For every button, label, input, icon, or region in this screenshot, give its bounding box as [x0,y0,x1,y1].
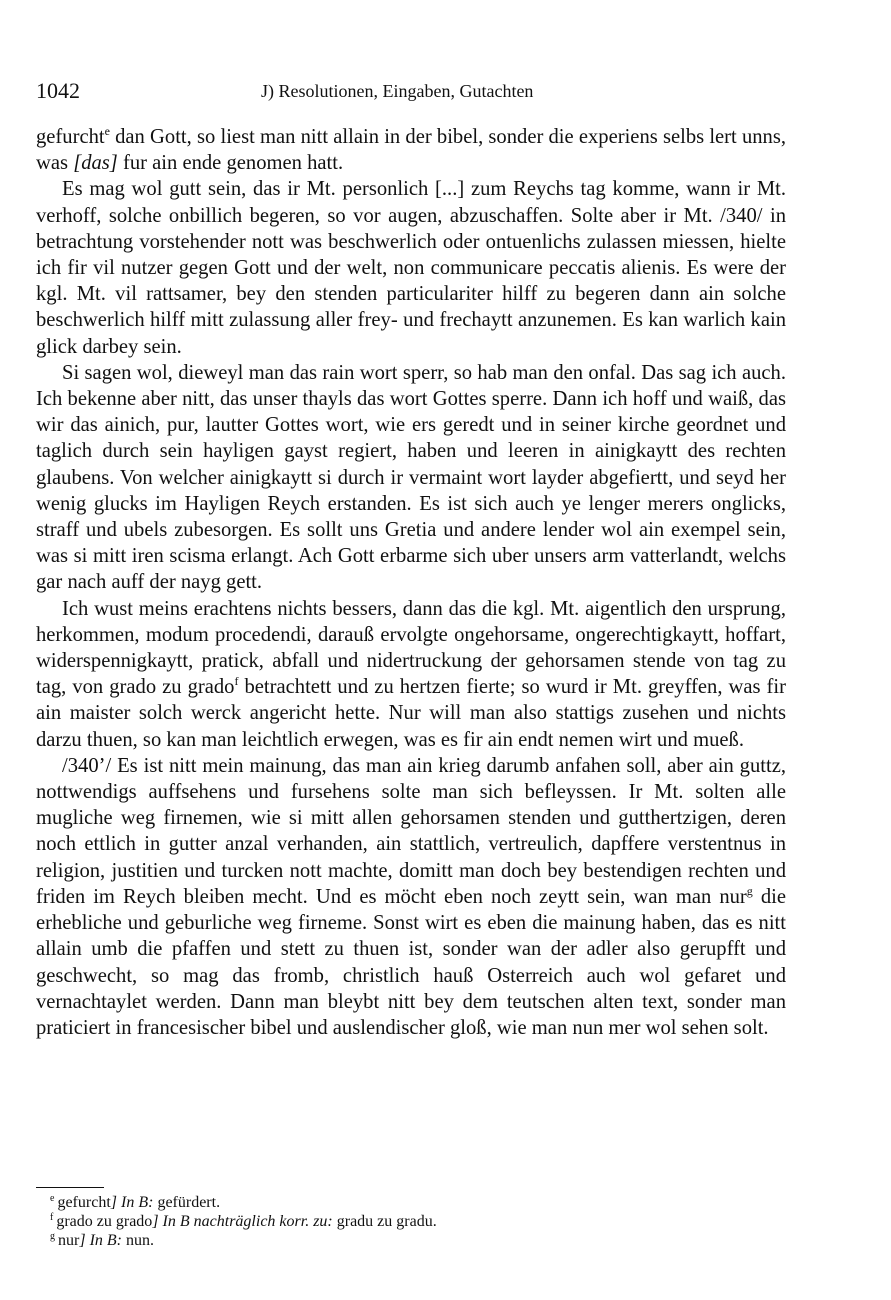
footnote-lemma-end: ] [152,1213,159,1230]
page-number: 1042 [36,78,80,103]
running-head: J) Resolutionen, Eingaben, Gutachten [261,81,534,101]
editorial-insertion: [das] [73,152,118,175]
footnote-lemma-end: ] [110,1194,117,1211]
footnote-f [50,1212,786,1231]
footnote-mark: f [50,1211,54,1223]
footnote-lemma: nur [58,1232,80,1249]
footnote-label: In B nachträglich korr. zu: [162,1213,333,1230]
paragraph-4-text-a: Ich wust meins erachtens nichts bessers, dann das die kgl. Mt. aigentlich den ursprung, herkommen, modum procedendi, darauß ervolgte ongehorsame, ongerechtigkaytt, hoffart, widerspennigkaytt, pratick, abfall und nidertruckung der gehorsamen stende von tag zu tag, von grado zu grado [36,597,786,699]
footnote-lemma-end: ] [79,1232,86,1249]
footnote-label: In B: [89,1232,122,1249]
paragraph-4-text-b: betrachtett und zu hertzen fierte; so wurd ir Mt. greyffen, was fir ain maister solch werck angericht hette. Nur will man also stattigs zusehen und nichts darzu thuen, so kan man leichtlich erwegen, was es fir ain endt nemen wirt und mueß. [36,676,786,751]
footnote-lemma: gefurcht [57,1194,111,1211]
paragraph-5 [36,753,786,1041]
paragraph-1-text-b: dan Gott, so liest man nitt allain in der bibel, sonder die experiens selbs lert unns, was [36,126,786,175]
body-text [36,124,786,1041]
paragraph-3: Si sagen wol, dieweyl man das rain wort sperr, so hab man den onfal. Das sag ich auch. Ich bekenne aber nitt, das unser thayls das wort Gottes sperre. Dann ich hoff und waiß, das wir das ainich, pur, lautter Gottes wort, wie ers geredt und in seiner kirche geordnet und taglich durch sein hayligen gayst regiert, haben und leeren in ainigkaytt des rechten glaubens. Von welcher ainigkaytt si durch ir vermaint wort layder abgefiertt, und seyd her wenig glucks im Hayligen Reych erstanden. Es ist sich auch ye lenger merers onglicks, straff und ubels zubesorgen. Es sollt uns Gretia und andere lender wol ain exempel sein, was si mitt iren scisma erlangt. Ach Gott erbarme sich uber unsers arm vatterlandt, welchs gar nach auff der nayg gett. [36,361,786,594]
paragraph-5-text-b: die erhebliche und geburliche weg firneme. Sonst wirt es eben die mainung haben, das es nitt allain umb die pfaffen und stett zu thuen ist, sonder wan der adler also gerupfft und geschwecht, so mag das fromb, christlich hauß Osterreich auch wol gefaret und vernachtaylet werden. Dann man bleybt nitt bey dem teutschen alten text, sonder man praticiert in francesischer bibel und auslendischer gloß, wie man nun mer wol sehen solt. [36,885,787,1039]
footnote-g [50,1231,786,1250]
paragraph-4 [36,596,786,753]
footnote-ref-g: g [746,884,753,899]
paragraph-1-text-c: fur ain ende genomen hatt. [117,152,344,175]
paragraph-5-text-a: /340’/ Es ist nitt mein mainung, das man ain krieg darumb anfahen soll, aber ain guttz, nottwendigs auffsehens und fursehens solte man sich befleyssen. Ir Mt. solten alle mugliche weg firnemen, wie si mitt allen gehorsamen stenden und gutthertzigen, deren noch ettlich in gutter anzal verhanden, ain stattlich, vertreulich, dapffere verstentnus in religion, justitien und turcken nott machte, domitt man doch bey bestendigen rechten und friden im Reych bleiben mecht. Und es möcht eben noch zeytt sein, wan man nur [36,754,786,908]
page-header [36,78,786,108]
footnote-label: In B: [121,1194,154,1211]
footnote-ref-e: e [104,124,110,139]
footnote-rule [36,1187,104,1188]
footnote-text: gradu zu gradu. [332,1213,437,1230]
footnote-lemma: grado zu grado [56,1213,153,1230]
footnote-mark: e [50,1192,55,1204]
footnote-text: nun. [122,1232,154,1249]
paragraph-1 [36,124,786,176]
footnote-e [50,1193,786,1212]
footnote-mark: g [50,1230,55,1242]
paragraph-2: Es mag wol gutt sein, das ir Mt. personlich [...] zum Reychs tag komme, wann ir Mt. verhoff, solche onbillich begeren, so vor augen, abzuschaffen. Solte aber ir Mt. /340/ in betrachtung vorstehender nott was beschwerlich oder ontuenlichs zulassen miessen, hielte ich fir vil nutzer gegen Gott und der welt, non communicare peccatis alienis. Es were der kgl. Mt. vil rattsamer, bey den stenden particulariter hilff zu begeren dann ain solche beschwerlich hilff mitt zulassung aller frey- und frechaytt anzunemen. Es kan warlich kain glick darbey sein. [36,178,786,358]
footnotes [50,1193,786,1250]
footnote-text: gefürdert. [153,1194,221,1211]
footnote-ref-f: f [234,674,239,689]
paragraph-1-text-a: gefurcht [36,126,105,148]
